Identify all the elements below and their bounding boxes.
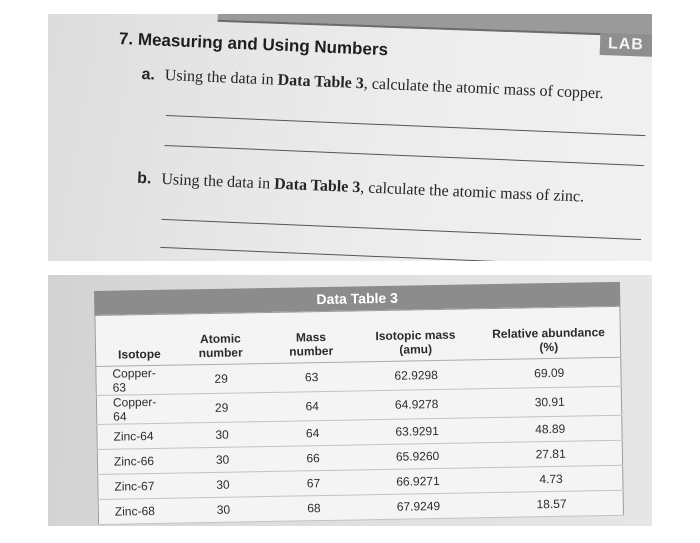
cell-relative-abundance: 69.09 — [478, 357, 621, 388]
question-a-text-after: , calculate the atomic mass of copper. — [363, 75, 604, 103]
data-table-photo — [48, 275, 652, 526]
cell-atomic-number: 30 — [174, 446, 270, 473]
cell-mass-number: 67 — [271, 470, 357, 496]
worksheet-photo — [48, 14, 652, 261]
column-header-atomic-number: Atomic number — [172, 312, 269, 365]
cell-relative-abundance: 18.57 — [480, 490, 623, 517]
cell-isotope: Zinc-67 — [98, 473, 176, 499]
cell-isotope: Copper-64 — [96, 394, 174, 424]
cell-relative-abundance: 27.81 — [479, 440, 622, 467]
column-header-isotope: Isotope — [95, 314, 173, 366]
cell-isotopic-mass: 64.9278 — [355, 389, 479, 420]
cell-isotope: Zinc-64 — [97, 423, 175, 449]
cell-mass-number: 64 — [269, 391, 355, 421]
data-table — [94, 282, 624, 519]
worksheet-content — [48, 14, 651, 261]
data-table-title: Data Table 3 — [94, 282, 620, 315]
question-b-letter: b. — [136, 169, 152, 188]
cell-atomic-number: 29 — [173, 392, 269, 423]
question-b-table-ref: Data Table 3 — [273, 175, 361, 197]
cell-isotopic-mass: 62.9298 — [354, 360, 478, 391]
cell-isotope: Copper-63 — [96, 365, 174, 395]
question-b-text-before: Using the data in — [161, 170, 271, 193]
cell-atomic-number: 30 — [175, 496, 271, 523]
question-b-text-after: , calculate the atomic mass of zinc. — [359, 179, 585, 206]
column-header-relative-abundance: Relative abundance (%) — [477, 306, 621, 359]
cell-relative-abundance: 48.89 — [479, 415, 622, 442]
cell-atomic-number: 30 — [174, 421, 270, 448]
question-title: 7. Measuring and Using Numbers — [118, 29, 389, 60]
cell-isotopic-mass: 65.9260 — [355, 443, 479, 470]
cell-mass-number: 68 — [271, 495, 357, 521]
table-header-row — [95, 306, 621, 366]
cell-isotopic-mass: 66.9271 — [356, 468, 480, 495]
cell-mass-number: 64 — [270, 420, 356, 446]
answer-line-b2 — [160, 247, 640, 261]
question-a-letter: a. — [141, 65, 156, 84]
lab-badge: LAB — [600, 33, 652, 57]
cell-atomic-number: 29 — [173, 363, 269, 394]
isotope-table — [94, 306, 624, 525]
column-header-isotopic-mass: Isotopic mass (amu) — [353, 309, 478, 362]
cell-relative-abundance: 4.73 — [480, 465, 623, 492]
cell-isotope: Zinc-66 — [97, 448, 175, 474]
cell-isotope: Zinc-68 — [98, 498, 176, 524]
cell-isotopic-mass: 63.9291 — [355, 418, 479, 445]
cell-relative-abundance: 30.91 — [478, 386, 621, 417]
question-b — [137, 170, 585, 207]
question-a — [141, 66, 604, 103]
answer-line-b1 — [161, 219, 641, 240]
cell-mass-number: 66 — [270, 445, 356, 471]
answer-line-a2 — [165, 145, 645, 166]
column-header-mass-number: Mass number — [268, 311, 354, 363]
answer-line-a1 — [166, 115, 646, 136]
cell-atomic-number: 30 — [175, 471, 271, 498]
cell-mass-number: 63 — [269, 362, 355, 392]
question-a-table-ref: Data Table 3 — [277, 71, 365, 93]
question-a-text-before: Using the data in — [164, 66, 275, 89]
cell-isotopic-mass: 67.9249 — [356, 493, 480, 520]
